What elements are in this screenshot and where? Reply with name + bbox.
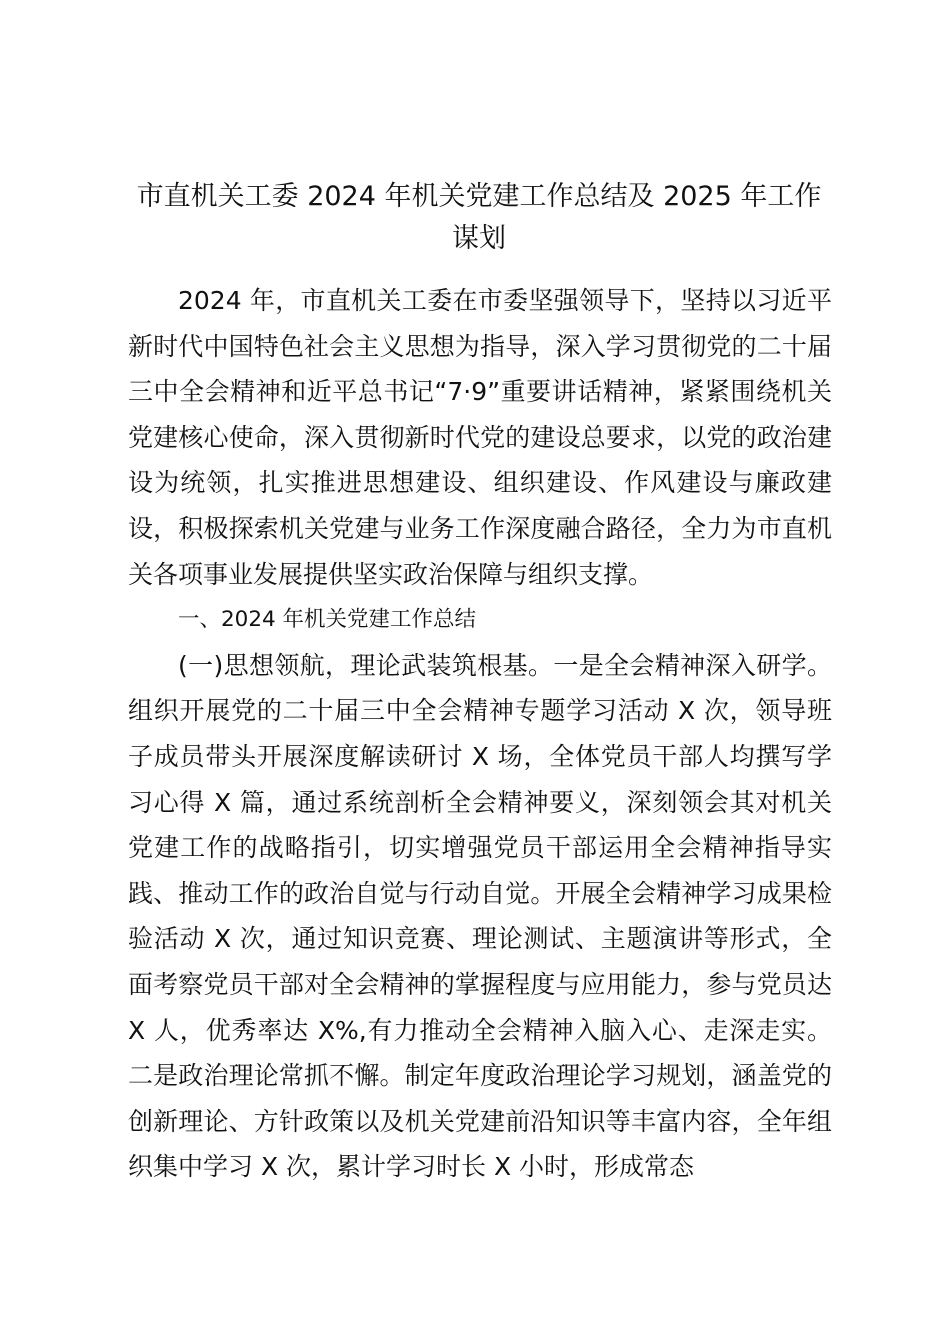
subsection-1-paragraph: [128, 643, 832, 1190]
document-body: [128, 278, 832, 1190]
section-1-heading: 一、2024 年机关党建工作总结: [178, 607, 477, 633]
subsection-1-lead: (一)思想领航，理论武装筑根基。: [178, 650, 554, 680]
subsection-1-body: 一是全会精神深入研学。组织开展党的二十届三中全会精神专题学习活动 X 次，领导班子成员带头开展深度解读研讨 X 场，全体党员干部人均撰写学习心得 X 篇，通过系统剖析全会精神要义，深刻领会其对机关党建工作的战略指引，切实增强党员干部运用全会精神指导实践、推动工作的政治自觉与行动自觉。开展全会精神学习成果检验活动 X 次，通过知识竞赛、理论测试、主题演讲等形式，全面考察党员干部对全会精神的掌握程度与应用能力，参与党员达 X 人，优秀率达 X%,有力推动全会精神入脑入心、走深走实。二是政治理论常抓不懈。制定年度政治理论学习规划，涵盖党的创新理论、方针政策以及机关党建前沿知识等丰富内容，全年组织集中学习 X 次，累计学习时长 X 小时，形成常态: [128, 650, 832, 1182]
document-title: 市直机关工委 2024 年机关党建工作总结及 2025 年工作谋划: [136, 181, 822, 254]
intro-paragraph: 2024 年，市直机关工委在市委坚强领导下，坚持以习近平新时代中国特色社会主义思想为指导，深入学习贯彻党的二十届三中全会精神和近平总书记“7·9”重要讲话精神，紧紧围绕机关党建核心使命，深入贯彻新时代党的建设总要求，以党的政治建设为统领，扎实推进思想建设、组织建设、作风建设与廉政建设，积极探索机关党建与业务工作深度融合路径，全力为市直机关各项事业发展提供坚实政治保障与组织支撑。: [128, 286, 832, 589]
